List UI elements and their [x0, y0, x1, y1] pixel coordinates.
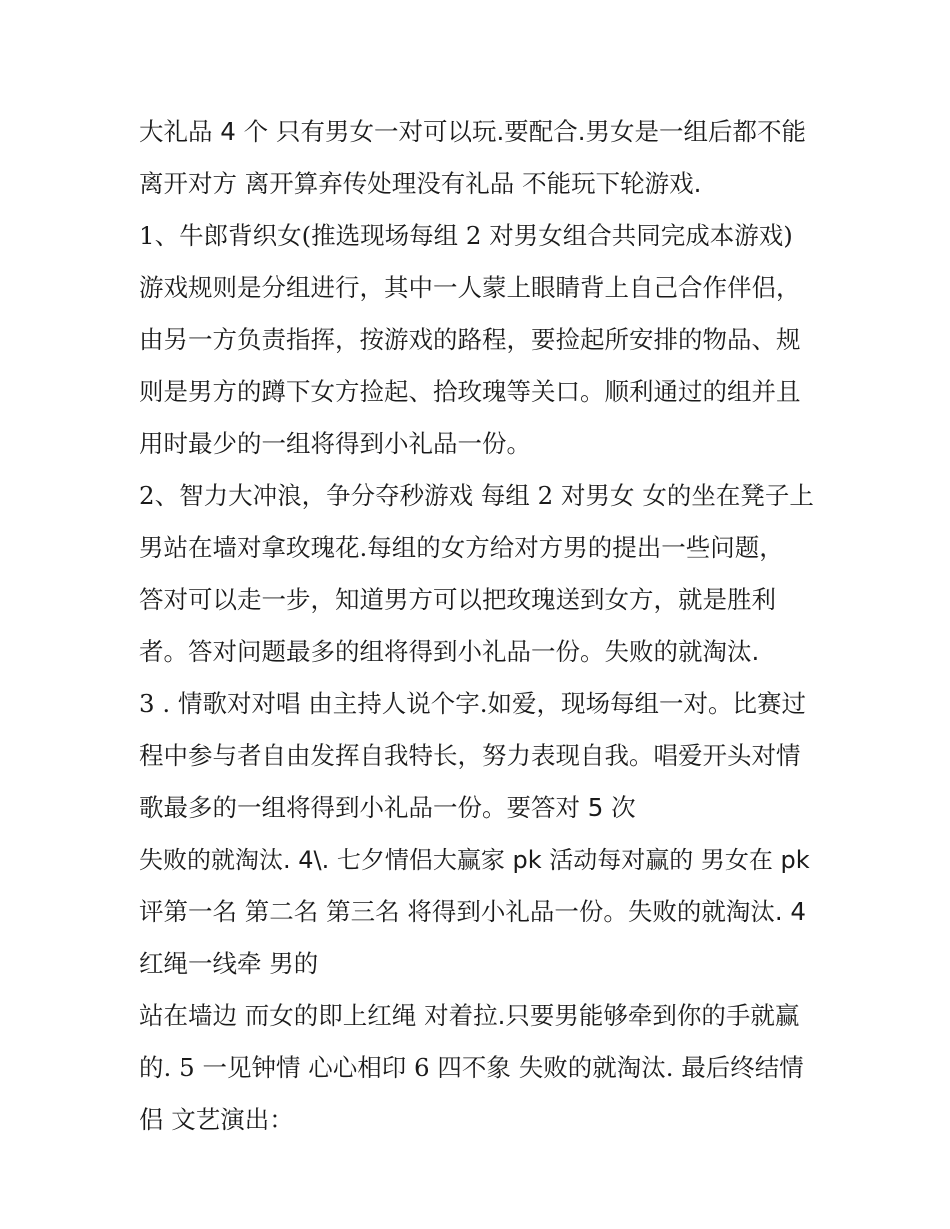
text-line: 评第一名 第二名 第三名 将得到小礼品一份。失败的就淘汰. 4	[139, 897, 807, 926]
document-body	[139, 106, 819, 1146]
text-line: 2、智力大冲浪，争分夺秒游戏 每组 2 对男女 女的坐在凳子上	[139, 481, 814, 510]
text-line: 红绳一线牵 男的	[139, 949, 319, 978]
text-line: 答对可以走一步，知道男方可以把玫瑰送到女方，就是胜利	[139, 585, 776, 614]
text-line: 由另一方负责指挥，按游戏的路程，要捡起所安排的物品、规	[139, 325, 801, 354]
text-line: 者。答对问题最多的组将得到小礼品一份。失败的就淘汰.	[139, 637, 760, 666]
text-line: 则是男方的蹲下女方捡起、拾玫瑰等关口。顺利通过的组并且	[139, 377, 801, 406]
text-line: 的. 5 一见钟情 心心相印 6 四不象 失败的就淘汰. 最后终结情	[139, 1053, 804, 1082]
text-line: 歌最多的一组将得到小礼品一份。要答对 5 次	[139, 793, 636, 822]
text-line: 游戏规则是分组进行，其中一人蒙上眼睛背上自己合作伴侣，	[139, 273, 801, 302]
text-line: 离开对方 离开算弃传处理没有礼品 不能玩下轮游戏.	[139, 169, 702, 198]
text-line: 程中参与者自由发挥自我特长，努力表现自我。唱爱开头对情	[139, 741, 801, 770]
text-line: 用时最少的一组将得到小礼品一份。	[139, 429, 531, 458]
text-line: 1、牛郎背织女(推选现场每组 2 对男女组合共同完成本游戏)	[139, 221, 793, 250]
text-line: 站在墙边 而女的即上红绳 对着拉.只要男能够牵到你的手就赢	[139, 1001, 800, 1030]
text-line: 3 . 情歌对对唱 由主持人说个字.如爱，现场每组一对。比赛过	[139, 689, 807, 718]
text-line: 失败的就淘汰. 4\. 七夕情侣大赢家 pk 活动每对赢的 男女在 pk	[139, 846, 810, 874]
text-line: 侣 文艺演出：	[139, 1105, 294, 1134]
text-line: 男站在墙对拿玫瑰花.每组的女方给对方男的提出一些问题，	[139, 533, 784, 562]
text-line: 大礼品 4 个 只有男女一对可以玩.要配合.男女是一组后都不能	[139, 117, 807, 146]
